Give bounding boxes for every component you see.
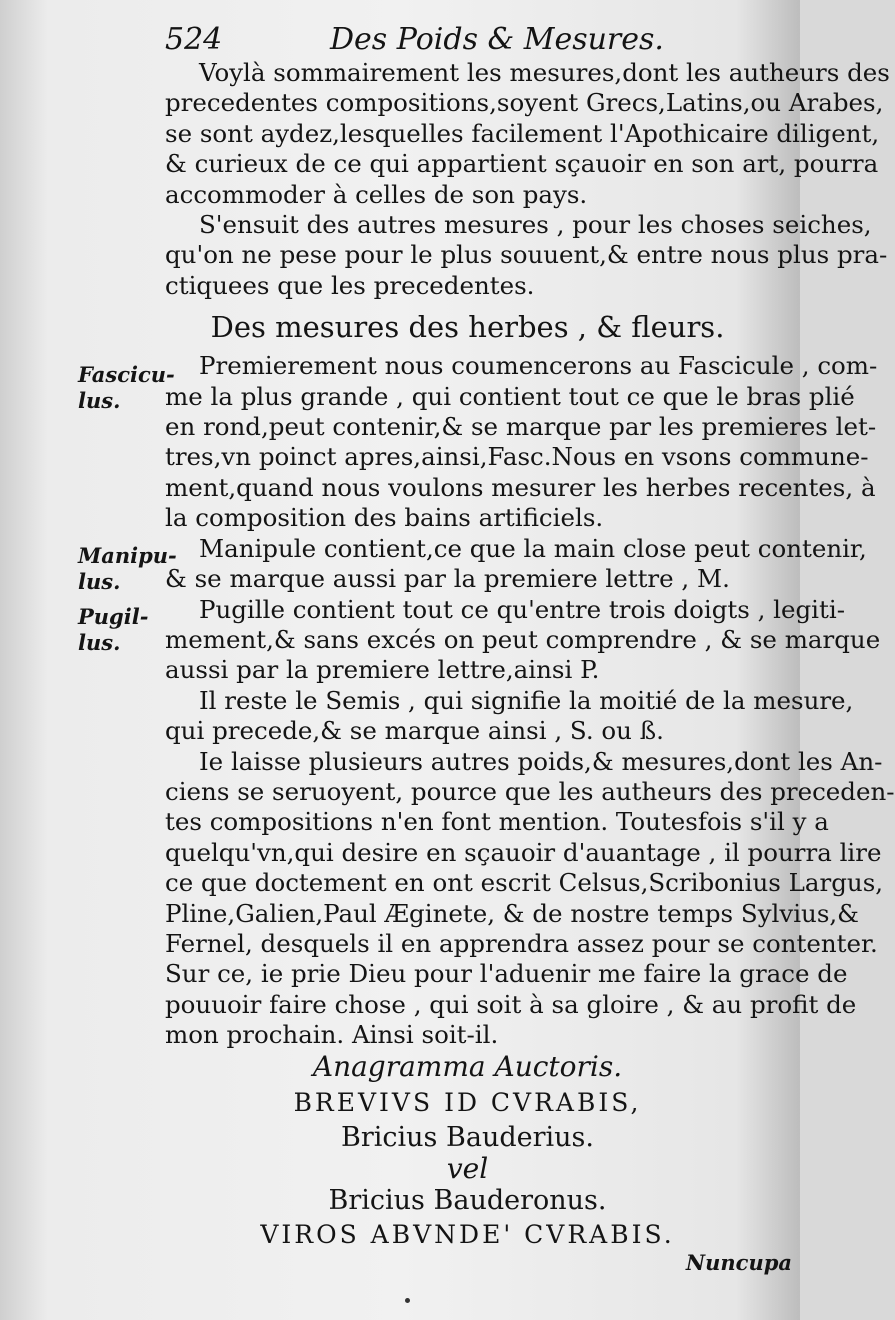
text-line: Voylà sommairement les mesures,dont les autheurs des [199,58,890,87]
catchword: Nuncupa [685,1250,792,1275]
margin-note-pugillus: Pugil- lus. [78,604,149,655]
text-line: accommoder à celles de son pays. [165,179,588,209]
paragraph-6 [165,685,854,747]
margin-note-fasciculus: Fascicu- lus. [78,362,175,413]
text-line: Premierement nous coumencerons au Fascicule , com- [199,351,878,381]
text-line: & se marque aussi par la premiere lettre , M. [165,564,730,594]
body-text [165,58,895,1051]
text-line: me la plus grande , qui contient tout ce que le bras plié [165,381,855,411]
text-line: mement,& sans excés on peut comprendre , & se marque [165,624,881,654]
paragraph-2 [165,210,888,301]
text-line: pouuoir faire chose , qui soit à sa gloire , & au profit de [165,989,857,1019]
text-line: Sur ce, ie prie Dieu pour l'aduenir me faire la grace de [165,959,848,989]
paragraph-5 [165,594,881,686]
text-line: qu'on ne pese pour le plus souuent,& entre nous plus pra- [165,240,888,270]
paragraph-3 [165,351,878,533]
anagram-line-2: VIROS ABVNDE' CVRABIS. [260,1220,675,1249]
text-line: ciens se seruoyent, pource que les autheurs des preceden- [165,776,895,806]
paragraph-4 [165,533,867,595]
text-line: Pline,Galien,Paul Æginete, & de nostre temps Sylvius,& [165,898,859,928]
text-line: S'ensuit des autres mesures , pour les choses seiches, [199,210,872,240]
page-number: 524 [165,22,223,57]
text-line: quelqu'vn,qui desire en sçauoir d'auantage , il pourra lire [165,837,882,867]
text-line: Manipule contient,ce que la main close peut contenir, [199,533,867,563]
text-line: tes compositions n'en font mention. Toutesfois s'il y a [165,807,829,837]
paragraph-7 [165,746,895,1051]
text-line: Pugille contient tout ce qu'entre trois doigts , legiti- [199,594,845,624]
ink-dot [405,1298,410,1303]
paragraph-1 [165,58,890,210]
section-heading: Des mesures des herbes , & fleurs. [210,310,725,345]
text-line: ctiquees que les precedentes. [165,270,535,300]
anagram-label: Anagramma Auctoris. [312,1050,623,1083]
anagram-line-1: BREVIVS ID CVRABIS, [293,1088,642,1117]
page-header [165,20,765,60]
text-line: qui precede,& se marque ainsi , S. ou ß. [165,716,664,746]
text-line: aussi par la premiere lettre,ainsi P. [165,655,600,685]
margin-note-manipulus: Manipu- lus. [78,543,177,594]
text-line: ment,quand nous voulons mesurer les herbes recentes, à [165,472,876,502]
text-line: Ie laisse plusieurs autres poids,& mesures,dont les An- [199,746,883,776]
text-line: se sont aydez,lesquelles facilement l'Apothicaire diligent, [165,118,880,148]
running-title: Des Poids & Mesures. [330,22,664,57]
text-line: Fernel, desquels il en apprendra assez pour se contenter. [165,928,878,958]
text-line: precedentes compositions,soyent Grecs,Latins,ou Arabes, [165,88,884,118]
text-line: ce que doctement en ont escrit Celsus,Scribonius Largus, [165,868,884,898]
text-line: Il reste le Semis , qui signifie la moitié de la mesure, [199,685,854,715]
text-line: mon prochain. Ainsi soit-il. [165,1020,499,1050]
anagram-name-1: Bricius Bauderius. [341,1122,594,1153]
text-line: & curieux de ce qui appartient sçauoir en son art, pourra [165,149,879,179]
anagram-vel: vel [446,1152,489,1185]
text-line: la composition des bains artificiels. [165,503,604,533]
text-line: en rond,peut contenir,& se marque par les premieres let- [165,412,877,442]
text-line: tres,vn poinct apres,ainsi,Fasc.Nous en vsons commune- [165,442,869,472]
anagram-name-2: Bricius Bauderonus. [328,1185,607,1216]
